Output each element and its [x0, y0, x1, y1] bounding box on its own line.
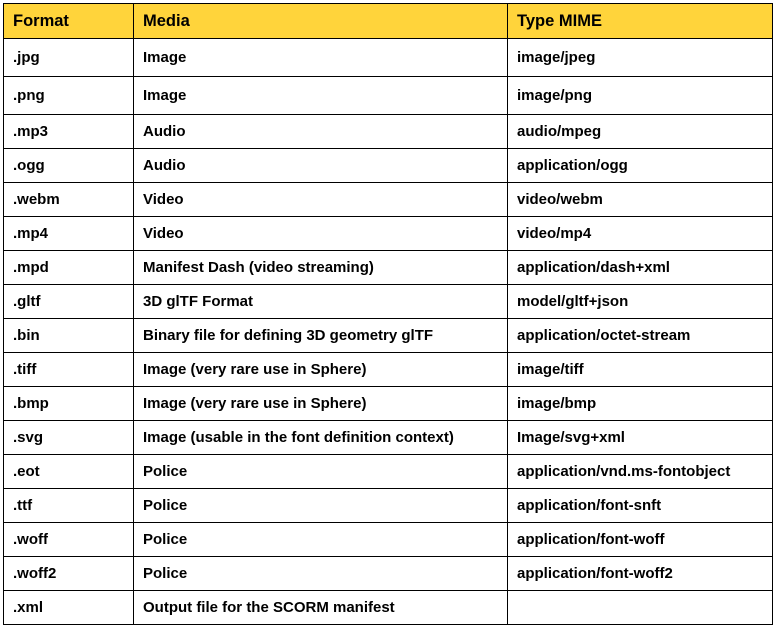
cell-mime: audio/mpeg: [508, 115, 773, 149]
cell-format: .jpg: [4, 39, 134, 77]
cell-mime: video/webm: [508, 183, 773, 217]
table-row: [4, 217, 773, 251]
cell-format: .xml: [4, 591, 134, 625]
cell-format: .woff2: [4, 557, 134, 591]
table-row: [4, 115, 773, 149]
table-row: [4, 387, 773, 421]
cell-mime: application/ogg: [508, 149, 773, 183]
cell-mime: application/font-woff: [508, 523, 773, 557]
cell-format: .eot: [4, 455, 134, 489]
table-row: [4, 557, 773, 591]
cell-format: .mpd: [4, 251, 134, 285]
cell-media: Police: [134, 455, 508, 489]
cell-format: .bin: [4, 319, 134, 353]
table-row: [4, 77, 773, 115]
header-mime: Type MIME: [508, 4, 773, 39]
cell-media: Image (very rare use in Sphere): [134, 353, 508, 387]
header-media: Media: [134, 4, 508, 39]
cell-mime: video/mp4: [508, 217, 773, 251]
table-row: [4, 455, 773, 489]
header-format: Format: [4, 4, 134, 39]
cell-format: .ttf: [4, 489, 134, 523]
mime-types-table: [3, 3, 773, 625]
cell-mime: image/bmp: [508, 387, 773, 421]
cell-mime: image/tiff: [508, 353, 773, 387]
cell-media: Video: [134, 183, 508, 217]
cell-media: Video: [134, 217, 508, 251]
cell-format: .svg: [4, 421, 134, 455]
table-row: [4, 489, 773, 523]
table-row: [4, 183, 773, 217]
cell-format: .mp4: [4, 217, 134, 251]
cell-format: .webm: [4, 183, 134, 217]
cell-mime: application/font-woff2: [508, 557, 773, 591]
cell-media: Binary file for defining 3D geometry glTF: [134, 319, 508, 353]
header-row: [4, 4, 773, 39]
cell-media: Audio: [134, 149, 508, 183]
cell-mime: model/gltf+json: [508, 285, 773, 319]
cell-media: 3D glTF Format: [134, 285, 508, 319]
table-body: [4, 39, 773, 625]
cell-mime: image/jpeg: [508, 39, 773, 77]
cell-media: Police: [134, 489, 508, 523]
cell-mime: application/dash+xml: [508, 251, 773, 285]
cell-mime: Image/svg+xml: [508, 421, 773, 455]
cell-media: Police: [134, 557, 508, 591]
table-row: [4, 353, 773, 387]
table-row: [4, 149, 773, 183]
table-row: [4, 591, 773, 625]
cell-format: .mp3: [4, 115, 134, 149]
cell-media: Image: [134, 39, 508, 77]
table-row: [4, 523, 773, 557]
cell-media: Image: [134, 77, 508, 115]
cell-mime: application/font-snft: [508, 489, 773, 523]
cell-media: Audio: [134, 115, 508, 149]
cell-media: Image (usable in the font definition context): [134, 421, 508, 455]
cell-mime: image/png: [508, 77, 773, 115]
cell-mime: application/vnd.ms-fontobject: [508, 455, 773, 489]
cell-mime: [508, 591, 773, 625]
cell-format: .tiff: [4, 353, 134, 387]
table-row: [4, 39, 773, 77]
table-row: [4, 285, 773, 319]
cell-format: .png: [4, 77, 134, 115]
cell-media: Output file for the SCORM manifest: [134, 591, 508, 625]
table-row: [4, 319, 773, 353]
cell-media: Manifest Dash (video streaming): [134, 251, 508, 285]
table-row: [4, 251, 773, 285]
cell-format: .gltf: [4, 285, 134, 319]
cell-format: .bmp: [4, 387, 134, 421]
table-row: [4, 421, 773, 455]
cell-media: Police: [134, 523, 508, 557]
cell-format: .woff: [4, 523, 134, 557]
cell-media: Image (very rare use in Sphere): [134, 387, 508, 421]
cell-format: .ogg: [4, 149, 134, 183]
cell-mime: application/octet-stream: [508, 319, 773, 353]
